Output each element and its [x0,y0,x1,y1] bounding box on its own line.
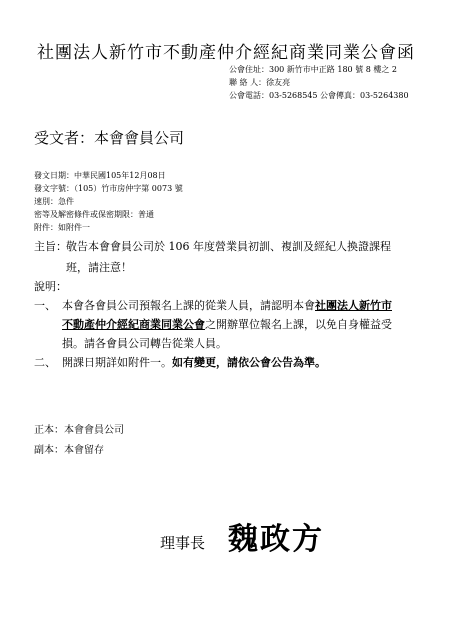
document-number: 發文字號：（105）竹市房仲字第 0073 號 [34,184,183,193]
contact-person: 聯 絡 人：徐友亮 [229,78,291,87]
item-one-line-1 [62,297,392,313]
item-one-association-name-1: 社團法人新竹市 [315,299,392,312]
delivery-speed: 速別：急件 [34,197,74,206]
chairman-signature: 魏政方 [228,522,324,557]
item-one-text-1a: 本會各會員公司預報名上課的從業人員，請認明本會 [62,299,315,312]
secrecy-level: 密等及解密條件或保密期限：普通 [34,210,154,219]
association-address: 公會住址：300 新竹市中正路 180 號 8 樓之 2 [229,65,397,74]
explanation-label: 說明： [34,280,67,293]
item-one-number: 一、 [34,299,56,312]
item-two-number: 二、 [34,356,56,369]
item-two-text-b: 如有變更，請依公會公告為準。 [172,356,326,369]
document-title: 社團法人新竹市不動產仲介經紀商業同業公會函 [37,43,415,63]
subject-label: 主旨： [34,240,67,253]
issue-date: 發文日期：中華民國105年12月08日 [34,171,166,180]
item-one-association-name-2: 不動產仲介經紀商業同業公會 [62,318,205,331]
attachment: 附件：如附件一 [34,223,90,232]
item-one-text-2b: 之開辦單位報名上課，以免自身權益受 [205,318,392,331]
item-one-line-2 [62,316,392,332]
item-two-line [62,354,326,370]
chairman-title: 理事長 [160,534,206,552]
item-two-text-a: 開課日期詳如附件一。 [62,356,172,369]
copy-recipient: 副本：本會留存 [34,445,104,456]
recipient: 受文者：本會會員公司 [34,129,185,147]
subject-line-2: 班，請注意！ [66,261,132,274]
phone-fax: 公會電話：03-5268545 公會傳真：03-5264380 [229,91,409,100]
main-recipient: 正本：本會會員公司 [34,425,124,436]
item-one-line-3: 損。請各會員公司轉告從業人員。 [62,337,227,350]
subject-line-1: 敬告本會會員公司於 106 年度營業員初訓、複訓及經紀人換證課程 [66,240,391,253]
